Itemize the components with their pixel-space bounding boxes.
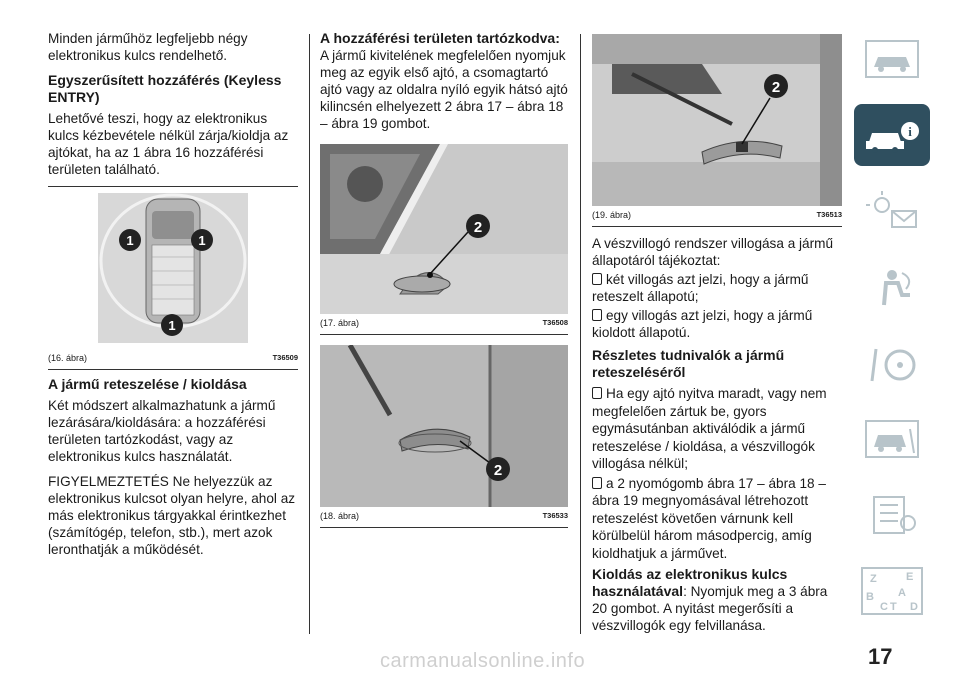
bullet-text: Ha egy ajtó nyitva maradt, vagy nem megfelelően zártuk be, gyors egymásutánban aktiválódik a jármű reteszelése / kioldása, a vészvillogók villogása nélkül; (592, 386, 827, 471)
tab-spec-list[interactable] (854, 484, 930, 546)
tab-warning-lights[interactable] (854, 180, 930, 242)
steering-icon (862, 341, 922, 385)
svg-text:2: 2 (493, 462, 503, 479)
figure-label: (18. ábra) (320, 511, 360, 521)
divider (320, 334, 568, 335)
area-title: A hozzáférési területen tartózkodva: (320, 30, 560, 46)
bullet-text: egy villogás azt jelzi, hogy a jármű kioldott állapotú. (592, 308, 813, 340)
divider (320, 527, 568, 528)
lock-title: A jármű reteszelése / kioldása (48, 376, 247, 392)
figure-18-caption (320, 507, 568, 525)
tab-index[interactable] (854, 560, 930, 622)
hazard-bullet-2 (592, 307, 842, 341)
bullet-text: a 2 nyomógomb ábra 17 – ábra 18 – ábra 19 megnyomásával létrehozott reteszelést követően várnunk kell körülbelül három másodpercig, amíg kioldhatjuk a járművet. (592, 475, 826, 561)
svg-text:C: C (880, 601, 888, 613)
svg-text:i: i (908, 124, 912, 139)
hazard-bullet-1 (592, 271, 842, 305)
front-door-photo (320, 144, 568, 314)
tab-car-overview[interactable] (854, 28, 930, 90)
lock-text: Két módszert alkalmazhatunk a jármű lezárására/kioldására: a hozzáférési területen tartózkodást, vagy az elektronikus kulcs használatát. (48, 398, 276, 464)
bullet-text: két villogás azt jelzi, hogy a jármű reteszelt állapotú; (592, 272, 809, 304)
marker-2 (486, 457, 510, 481)
svg-text:D: D (910, 601, 918, 613)
figure-17-front-door-handle (320, 144, 568, 314)
unlock-paragraph (592, 566, 842, 634)
car-service-icon (862, 417, 922, 461)
bullet-icon (592, 387, 602, 399)
tab-car-service[interactable] (854, 408, 930, 470)
marker-1-left (119, 229, 141, 251)
figure-ref: T36533 (542, 511, 568, 520)
index-icon (860, 566, 924, 616)
tab-car-info[interactable] (854, 104, 930, 166)
airbag-seat-icon (862, 265, 922, 309)
figure-16-van-top-view (48, 187, 298, 349)
intro-text: Minden járműhöz legfeljebb négy elektronikus kulcs rendelhető. (48, 31, 248, 63)
divider (48, 369, 298, 370)
unlock-text: : Nyomjuk meg a 3 ábra 20 gombot. A nyitást megerősíti a vészvillogók egy felvillanása. (592, 584, 828, 633)
divider (592, 226, 842, 227)
tab-airbag-seat[interactable] (854, 256, 930, 318)
unlock-title: Kioldás az elektronikus kulcs használatával (592, 566, 788, 599)
watermark: carmanualsonline.info (380, 650, 586, 672)
svg-text:1: 1 (198, 233, 206, 248)
svg-text:2: 2 (771, 79, 781, 96)
column-1 (48, 30, 298, 566)
svg-text:2: 2 (473, 219, 483, 236)
marker-1-right (191, 229, 213, 251)
svg-text:A: A (898, 587, 906, 599)
area-paragraph (320, 30, 568, 132)
figure-18-sliding-door-handle (320, 345, 568, 507)
column-2 (320, 30, 568, 528)
svg-text:T: T (890, 601, 897, 613)
svg-text:1: 1 (168, 318, 176, 333)
details-title: Részletes tudnivalók a jármű reteszeléséről (592, 347, 785, 380)
keyless-text: Lehetővé teszi, hogy az elektronikus kulcs kézbevétele nélkül zárja/kioldja az ajtókat, ha az 1 ábra 16 hozzáférési területen található. (48, 111, 289, 177)
chapter-sidebar (852, 28, 934, 636)
svg-text:Z: Z (870, 573, 877, 585)
figure-label: (19. ábra) (592, 210, 632, 220)
tab-steering[interactable] (854, 332, 930, 394)
marker-2 (466, 214, 490, 238)
figure-ref: T36513 (816, 210, 842, 219)
marker-2 (764, 74, 788, 98)
svg-text:B: B (866, 591, 874, 603)
figure-label: (17. ábra) (320, 318, 360, 328)
column-divider (309, 34, 310, 634)
figure-16-caption (48, 349, 298, 367)
bullet-icon (592, 477, 602, 489)
area-text: A jármű kivitelének megfelelően nyomjuk meg az egyik első ajtó, a csomagtartó ajtó vagy az oldalra nyíló egyik hátsó ajtó kilincsén elhelyezett 2 ábra 17 – ábra 18 – ábra 19 gombot. (320, 48, 568, 131)
figure-19-tailgate-handle (592, 34, 842, 206)
figure-label: (16. ábra) (48, 353, 88, 363)
marker-1-rear (161, 314, 183, 336)
spec-list-icon (862, 493, 922, 537)
warning-lights-icon (862, 189, 922, 233)
figure-ref: T36509 (272, 353, 298, 362)
bullet-icon (592, 309, 602, 321)
figure-19-caption (592, 206, 842, 224)
column-3 (592, 34, 842, 642)
warning-text: FIGYELMEZTETÉS Ne helyezzük az elektronikus kulcsot olyan helyre, ahol az más elektronikus tárgyakkal érintkezhet (számítógép, telefon, stb.), mert azok leronthatják a működését. (48, 474, 296, 557)
figure-17-caption (320, 314, 568, 332)
keyless-title: Egyszerűsített hozzáférés (Keyless ENTRY) (48, 72, 282, 105)
van-top-view-illustration (48, 187, 298, 349)
column-divider (580, 34, 581, 634)
svg-text:1: 1 (126, 233, 134, 248)
car-overview-icon (862, 37, 922, 81)
page-number: 17 (868, 644, 893, 669)
figure-ref: T36508 (542, 318, 568, 327)
sliding-door-photo (320, 345, 568, 507)
bullet-icon (592, 273, 602, 285)
tailgate-photo (592, 34, 842, 206)
details-bullet-1 (592, 385, 842, 473)
car-info-icon (862, 113, 922, 157)
details-bullet-2 (592, 475, 842, 563)
hazard-intro: A vészvillogó rendszer villogása a jármű állapotáról tájékoztat: (592, 236, 834, 268)
svg-text:E: E (906, 571, 914, 583)
